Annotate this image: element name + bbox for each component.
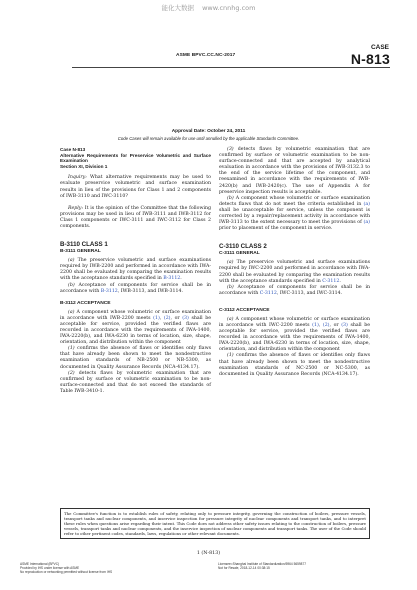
b3112-b-label: (b) xyxy=(227,195,234,201)
b3112-link[interactable]: B-3112 xyxy=(100,288,118,294)
case-label: CASE xyxy=(370,44,389,51)
b3111-b-label: (b) xyxy=(68,282,75,288)
b3112-3-label: (3) xyxy=(227,147,234,152)
right-column xyxy=(219,147,370,378)
footer-left xyxy=(20,562,112,574)
item-2-link[interactable]: (2) xyxy=(163,315,171,321)
c3112-a-text1: A component whose volumetric or surface examination in accordance with IWC-2200 meets xyxy=(219,316,370,328)
reply-text: It is the opinion of the Committee that the following provisions may be used in lieu of IWB-3111 and IWB-3112 for Class 1 components or IWC-3111 and IWC-3112 for Class 2 components. xyxy=(60,205,211,230)
item-a-link[interactable]: (a) xyxy=(363,220,370,226)
c3111-b-paragraph xyxy=(219,285,370,297)
c3111-b-label: (b) xyxy=(227,284,234,290)
standard-header: ASME BPVC.CC.NC-2017 xyxy=(176,53,236,58)
b3112-a-paragraph: (a) A component whose volumetric or surface examination in accordance with IWB-2200 meets (1), (2), or (3) shall be acceptable for service, provided the verified flaws are recorded in accordance with the requirements of IWA-1400, IWA-2220(b), and IWA-6230 in terms of location, size, shape, orientation, and distribution within the component xyxy=(60,309,212,346)
b3111-a-paragraph: (a) The preservice volumetric and surface examinations required by IWB-2200 and performed in accordance with IWA-2200 shall be evaluated by comparing the examination results with the acceptance standards specified in B-3112. xyxy=(60,258,211,282)
approval-date: Approval Date: October 24, 2011 xyxy=(171,129,246,134)
b3112-a-text2: shall be acceptable for service, provided the verified flaws are recorded in accordance with the requirements of IWA-1400, IWA-2220(b), and IWA-6230 in terms of location, size, shape, orientation, and distribution within the component xyxy=(60,315,212,346)
section-heading-c3111: C-3111 GENERAL xyxy=(219,251,260,257)
section-heading-b3112: B-3112 ACCEPTANCE xyxy=(60,300,111,306)
item-1-link[interactable]: (1) xyxy=(312,322,319,328)
inquiry-label: Inquiry: xyxy=(68,175,87,181)
left-column xyxy=(60,147,211,395)
watermark xyxy=(0,3,417,12)
case-title: Alternative Requirements for Preservice Volumetric and Surface Examination xyxy=(60,152,211,164)
b3112-1-text: confirms the absence of flaws or identifies only flaws that have already been shown to meet the nondestructive examination standards of NB-2500 or NB-5300, as documented in Quality Assurance Records (NCA-4134.17). xyxy=(60,346,211,370)
b3112-1-paragraph xyxy=(60,346,211,370)
c3112-a-paragraph: (a) A component whose volumetric or surface examination in accordance with IWC-2200 meets (1), (2), or (3) shall be acceptable for service, provided the verified flaws are recorded in accordance with the requirements of IWA-1400, IWA-2220(b), and IWA-6230 in terms of location, size, shape, orientation, and distribution within the component xyxy=(219,316,370,353)
b3112-link[interactable]: B-3112 xyxy=(163,276,181,282)
c3112-a-text2: shall be acceptable for service, provided the verified flaws are recorded in accordance with the requirements of IWA-1400, IWA-2220(b), and IWA-6230 in terms of location, size, shape, orientation, and distribution within the component xyxy=(219,322,370,353)
watermark-url: www.cnnhg.com xyxy=(202,4,256,12)
b3112-a-or: , or xyxy=(170,315,180,321)
approval-note: Code Cases will remain available for use until annulled by the applicable Standards Committee. xyxy=(117,136,300,141)
reply-paragraph xyxy=(60,206,211,230)
item-3-link[interactable]: (3) xyxy=(341,322,348,328)
c3112-a-label: (a) xyxy=(227,316,234,322)
section-heading-c3112: C-3112 ACCEPTANCE xyxy=(219,307,270,313)
c3111-a-text: The preservice volumetric and surface examinations required by IWC-2200 and performed in accordance with IWA-2200 shall be evaluated by comparing the examination results with the acceptance standards specified in xyxy=(219,260,370,284)
b3112-a-label: (a) xyxy=(68,309,75,315)
b3112-2-paragraph xyxy=(60,371,211,395)
c3112-1-label: (1) xyxy=(227,353,234,359)
b3112-2-text: detects flaws by volumetric examination that are confirmed by surface or volumetric examination to be non-surface-connected and that do not exceed the standards of Table IWB-3410-1. xyxy=(60,370,211,394)
footer-right-line: Not for Resale, 2018-12-14 00:38:15 xyxy=(218,566,270,570)
b3112-3-text: detects flaws by volumetric examination that are confirmed by surface or volumetric examination to be non-surface-connected and that are accepted by analytical evaluation in accordance with the provisions of IWB-3132.3 to the end of the service lifetime of the component, and reexamined in accordance with the requirements of IWB-2420(b) and IWB-2420(c). The use of Appendix A for preservice inspection results is acceptable. xyxy=(219,147,370,195)
c3112-1-paragraph xyxy=(219,353,370,377)
footer-left-line: No reproduction or networking permitted without license from IHS xyxy=(20,570,113,574)
c3112-1-text: confirms the absence of flaws or identifies only flaws that have already been shown to meet the nondestructive examination standards of NC-2500 or NC-5300, as documented in Quality Assurance Records (NCA-4134.17). xyxy=(219,353,370,377)
b3112-b-text1: A component whose volumetric or surface examination detects flaws that do not meet the criteria established in xyxy=(219,195,370,207)
c3111-a-paragraph: (a) The preservice volumetric and surface examinations required by IWC-2200 and performed in accordance with IWA-2200 shall be evaluated by comparing the examination results with the acceptance standards specified in C-3112. xyxy=(219,260,370,284)
reply-label: Reply: xyxy=(68,205,84,211)
section-heading-b3110: B-3110 CLASS 1 xyxy=(60,241,108,249)
case-number: N-813 xyxy=(350,51,390,67)
b3112-b-paragraph xyxy=(219,196,370,233)
section-heading-c3110: C-3110 CLASS 2 xyxy=(219,243,267,251)
b3112-a-text1: A component whose volumetric or surface examination in accordance with IWB-2200 meets xyxy=(60,309,211,321)
inquiry-text: What alternative requirements may be used to evaluate preservice volumetric and surface examination results in lieu of the provisions for Class 1 and 2 components of IWB-3110 and IWC-3110? xyxy=(60,175,211,199)
c3111-a-label: (a) xyxy=(227,260,234,266)
c3111-b-text: Acceptance of components for service shall be in accordance with xyxy=(219,284,370,296)
item-3-link[interactable]: (3) xyxy=(182,315,189,321)
footer-left-line: ASME International (BPVC) xyxy=(20,562,60,566)
footer-right-line: Licensee=Shanghai Institute of Standardization/5964 5659877 xyxy=(218,562,306,566)
inquiry-paragraph xyxy=(60,175,211,199)
watermark-text-cn: 能化大数据 xyxy=(161,4,194,12)
b3111-b-tail: , IWB-3113, and IWB-3114. xyxy=(117,288,183,294)
b3112-b-text2: shall be unacceptable for service, unless the component is corrected by a repair/replacement activity in accordance with IWB-3113 to the extent necessary to meet the provisions of xyxy=(219,207,370,226)
committee-footnote: The Committee's function is to establish rules of safety, relating only to pressure integrity, governing the construction of boilers, pressure vessels, transport tanks and nuclear components, and inservice inspection for pressure integrity of nuclear components and transport tanks, and to interpret these rules when questions arise regarding their intent. This Code does not address other safety issues relating to the construction of boilers, pressure vessels, transport tanks and nuclear components, and the inservice inspection of nuclear components and transport tanks. The user of the Code should refer to other pertinent codes, standards, laws, regulations or other relevant documents. xyxy=(60,508,370,539)
b3111-a-label: (a) xyxy=(68,258,75,264)
b3111-b-text: Acceptance of components for service shall be in accordance with xyxy=(60,282,211,294)
c3111-b-tail: , IWC-3113, and IWC-3114. xyxy=(276,290,343,296)
c3112-link[interactable]: C-3112 xyxy=(259,290,277,296)
footer-right xyxy=(218,562,306,570)
section-heading-b3111: B-3111 GENERAL xyxy=(60,249,101,255)
item-1-link[interactable]: (1) xyxy=(153,315,160,321)
b3112-b-text3: prior to placement of the component in service. xyxy=(219,226,333,232)
item-a-link[interactable]: (a) xyxy=(363,201,370,207)
c3112-link[interactable]: C-3112 xyxy=(322,278,340,284)
case-section: Section XI, Division 1 xyxy=(60,163,108,169)
b3111-a-text: The preservice volumetric and surface examinations required by IWB-2200 and performed in accordance with IWA-2200 shall be evaluated by comparing the examination results with the acceptance standards specified in xyxy=(60,258,211,282)
b3112-3-paragraph xyxy=(219,147,370,196)
b3112-2-label: (2) xyxy=(68,370,75,376)
b3112-1-label: (1) xyxy=(68,346,75,352)
header-rule xyxy=(72,67,390,68)
item-2-link[interactable]: (2) xyxy=(322,322,330,328)
b3111-b-paragraph xyxy=(60,283,211,295)
case-id: Case N-813 xyxy=(60,147,86,152)
page-number: 1 (N-813) xyxy=(196,551,221,556)
footer-left-line: Provided by IHS under license with ASME xyxy=(20,566,80,570)
c3112-a-or: , or xyxy=(329,322,339,328)
